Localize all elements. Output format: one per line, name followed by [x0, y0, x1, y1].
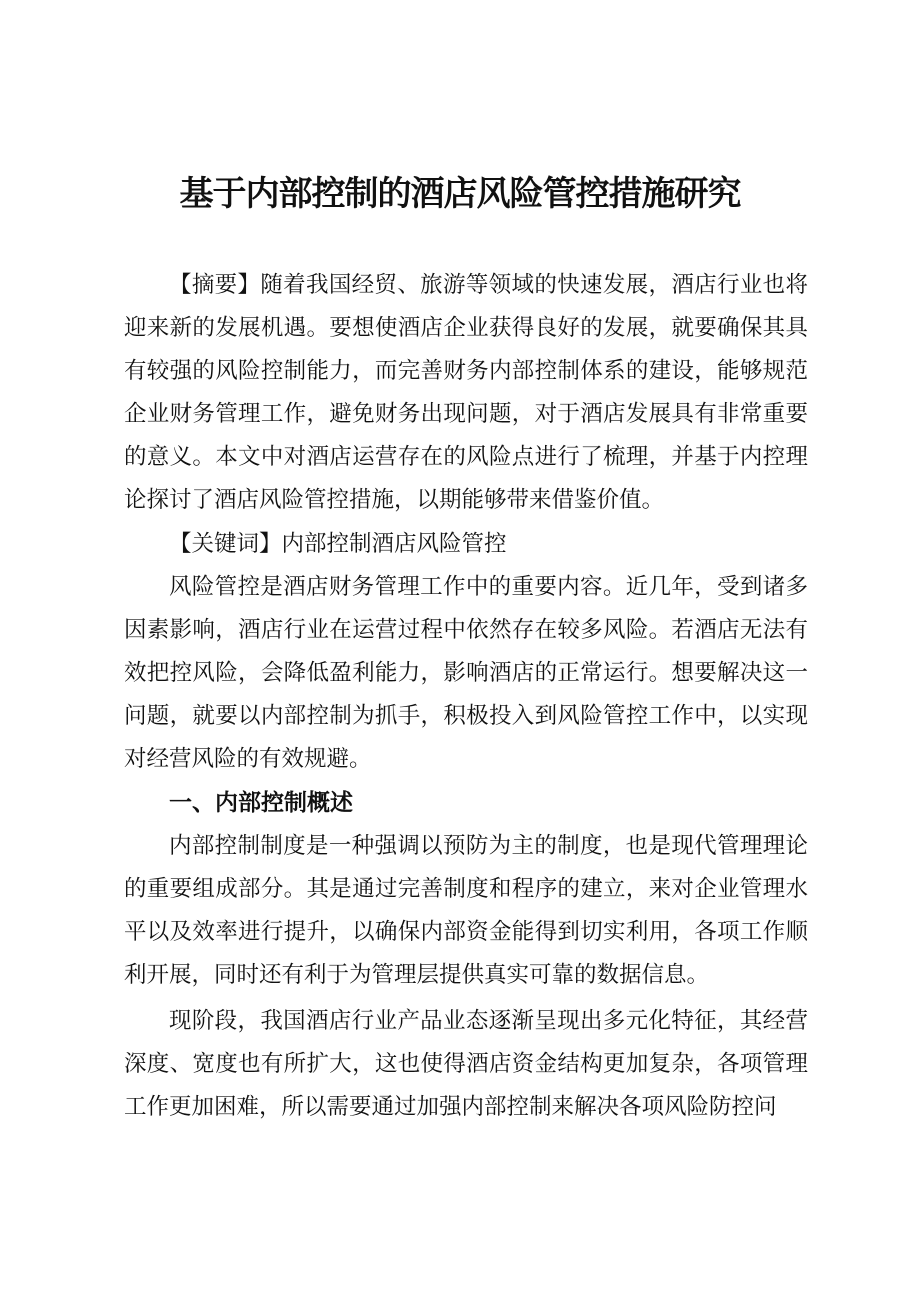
section-paragraph-2: 现阶段，我国酒店行业产品业态逐渐呈现出多元化特征，其经营深度、宽度也有所扩大，这也使得酒店资金结构更加复杂，各项管理工作更加困难，所以需要通过加强内部控制来解决各项风险防控问 [124, 1008, 808, 1120]
section-heading: 一、内部控制概述 [169, 790, 353, 816]
document-title: 基于内部控制的酒店风险管控措施研究 [179, 174, 741, 214]
intro-paragraph: 风险管控是酒店财务管理工作中的重要内容。近几年，受到诸多因素影响，酒店行业在运营过程中依然存在较多风险。若酒店无法有效把控风险，会降低盈利能力，影响酒店的正常运行。想要解决这一问题，就要以内部控制为抓手，积极投入到风险管控工作中，以实现对经营风险的有效规避。 [124, 574, 808, 772]
section-paragraph-1: 内部控制制度是一种强调以预防为主的制度，也是现代管理理论的重要组成部分。其是通过完善制度和程序的建立，来对企业管理水平以及效率进行提升，以确保内部资金能得到切实利用，各项工作顺利开展，同时还有利于为管理层提供真实可靠的数据信息。 [124, 833, 808, 988]
keywords-line: 【关键词】内部控制酒店风险管控 [169, 531, 507, 557]
abstract-paragraph: 【摘要】随着我国经贸、旅游等领域的快速发展，酒店行业也将迎来新的发展机遇。要想使酒店企业获得良好的发展，就要确保其具有较强的风险控制能力，而完善财务内部控制体系的建设，能够规范企业财务管理工作，避免财务出现问题，对于酒店发展具有非常重要的意义。本文中对酒店运营存在的风险点进行了梳理，并基于内控理论探讨了酒店风险管控措施，以期能够带来借鉴价值。 [124, 272, 808, 513]
